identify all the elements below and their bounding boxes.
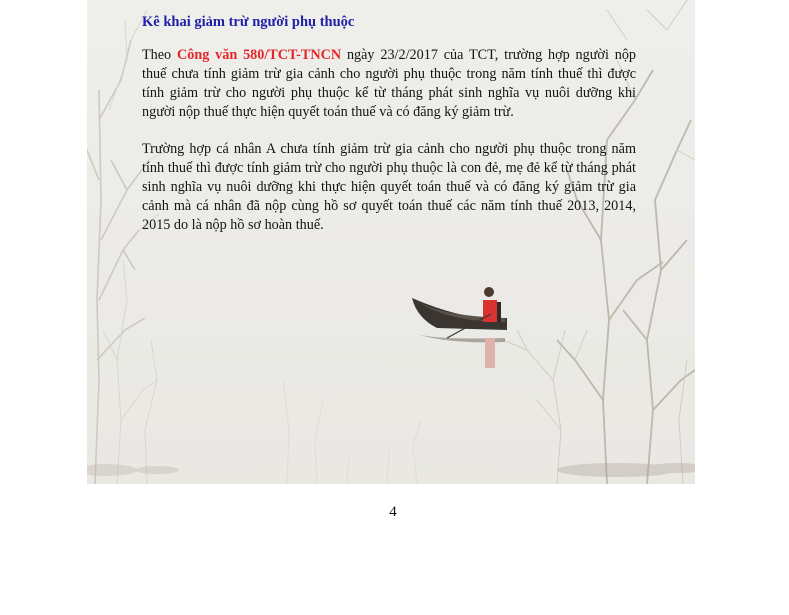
paragraph-1 [142,46,636,122]
paragraph-2: Trường hợp cá nhân A chưa tính giảm trừ gia cảnh cho người phụ thuộc trong năm tính thuế thì được tính giảm trừ cho người phụ thuộc là con đẻ, mẹ đẻ kể từ tháng phát sinh nghĩa vụ nuôi dưỡng khi thực hiện quyết toán thuế và có đăng ký giảm trừ gia cảnh mà cá nhân đã nộp cùng hồ sơ quyết toán thuế các năm tính thuế 2013, 2014, 2015 do là nộp hồ sơ hoàn thuế. [142,141,636,233]
page-number: 4 [389,504,397,520]
slide-content [142,0,636,235]
slide [87,0,695,484]
slide-heading: Kê khai giảm trừ người phụ thuộc [142,14,355,30]
paragraph-1-intro: Theo [142,47,177,63]
official-letter-reference: Công văn 580/TCT-TNCN [177,47,342,63]
paragraph-1-body: ngày 23/2/2017 của TCT, trường hợp người nộp thuế chưa tính giảm trừ gia cảnh cho người phụ thuộc trong năm tính thuế thì được tính giảm trừ cho người phụ thuộc kể từ tháng phát sinh nghĩa vụ nuôi dưỡng khi người nộp thuế thực hiện quyết toán thuế và có đăng ký giảm trừ. [142,47,637,120]
